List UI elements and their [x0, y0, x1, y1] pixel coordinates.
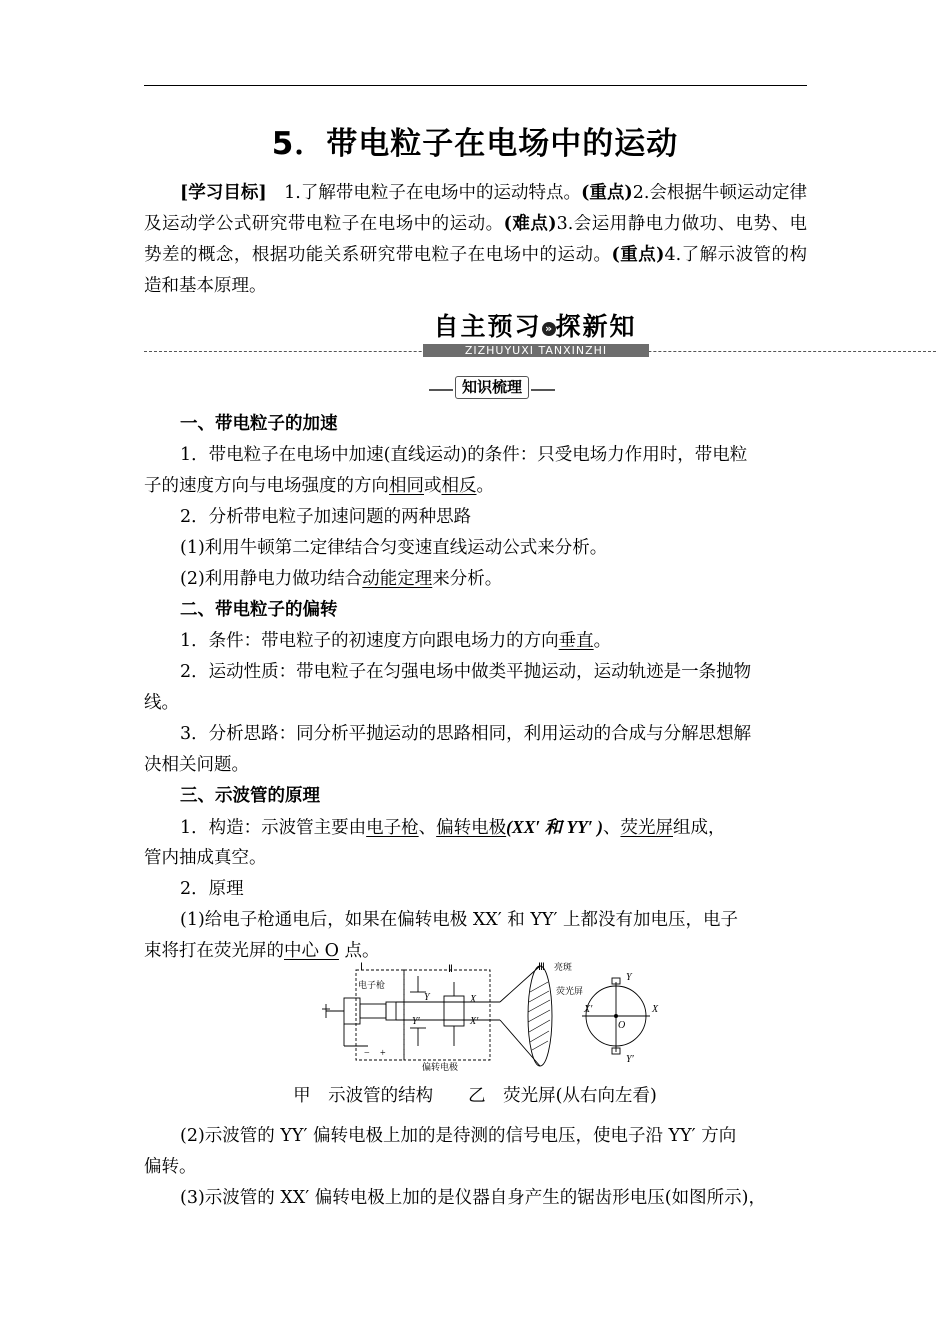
answer-opposite: 相反 — [441, 476, 477, 496]
learning-objectives — [144, 178, 807, 302]
fig-screen-X: X — [652, 1004, 659, 1015]
fig-screen-Xp: X′ — [584, 1004, 593, 1015]
fig-gun-label: 电子枪 — [358, 980, 386, 990]
section-3-heading: 三、示波管的原理 — [180, 786, 320, 806]
objective-4: 4.了解示波管的构造和基本原理。 — [144, 245, 808, 296]
subsection-tag-label: 知识梳理 — [455, 376, 529, 399]
cathode-block — [344, 998, 360, 1024]
s3-p3-line1: (1)给电子枪通电后，如果在偏转电极 XX′ 和 YY′ 上都没有加电压，电子 — [180, 910, 739, 930]
fig-spot-label: 亮斑 — [554, 962, 573, 972]
s2-p2-line1: 2．运动性质：带电粒子在匀强电场中做类平抛运动，运动轨迹是一条抛物 — [180, 662, 752, 682]
center-spot — [614, 1014, 618, 1018]
answer-same: 相同 — [389, 476, 424, 496]
section-1-heading: 一、带电粒子的加速 — [180, 414, 338, 434]
banner-title — [423, 312, 647, 342]
s2-p2-line2: 线。 — [144, 693, 179, 713]
s1-p2: 2．分析带电粒子加速问题的两种思路 — [180, 507, 472, 527]
subsection-tag — [429, 376, 555, 400]
answer-screen: 荧光屏 — [620, 818, 673, 838]
top-rule — [144, 85, 807, 86]
screen-hatch — [528, 982, 550, 1050]
objective-1: 1.了解带电粒子在电场中的运动特点。 — [284, 183, 582, 203]
banner-title-a: 自主预习 — [433, 312, 542, 341]
s3-p4-line1: (2)示波管的 YY′ 偏转电极上加的是待测的信号电压，使电子沿 YY′ 方向 — [180, 1126, 737, 1146]
oscilloscope-tube-figure — [320, 962, 660, 1074]
fig-X: X — [470, 994, 477, 1005]
objective-2: 2.会根据牛顿运动定律及运动学公式研究带电粒子在电场中的运动。 — [144, 183, 808, 234]
answer-deflection-electrodes: 偏转电极 — [436, 818, 507, 838]
answer-electron-gun: 电子枪 — [366, 818, 419, 838]
s2-p3-line2: 决相关问题。 — [144, 755, 249, 775]
objectives-label: [学习目标] — [180, 183, 267, 203]
s3-p3-line2: 束将打在荧光屏的中心 O 点。 — [144, 941, 380, 961]
s3-p1-line2: 管内抽成真空。 — [144, 848, 267, 868]
s3-p2: 2．原理 — [180, 879, 244, 899]
fig-Y: Y — [424, 992, 430, 1003]
banner-subtitle: ZIZHUYUXI TANXINZHI — [423, 344, 649, 357]
s3-p4-line2: 偏转。 — [144, 1157, 197, 1177]
s2-p3-line1: 3．分析思路：同分析平抛运动的思路相同，利用运动的合成与分解思想解 — [180, 724, 752, 744]
answer-center-o: 中心 O — [284, 941, 339, 961]
plates-region-box — [404, 970, 490, 1060]
s3-p5: (3)示波管的 XX′ 偏转电极上加的是仪器自身产生的锯齿形电压(如图所示)， — [180, 1188, 766, 1208]
objective-3: 3.会运用静电力做功、电势、电势差的概念，根据功能关系研究带电粒子在电场中的运动。 — [144, 214, 807, 265]
figure-caption: 甲 示波管的结构 乙 荧光屏(从右向左看) — [293, 1086, 657, 1106]
fig-plus: + — [380, 1048, 386, 1059]
s2-p1: 1．条件：带电粒子的初速度方向跟电场力的方向垂直。 — [180, 631, 612, 651]
fig-Yp: Y′ — [412, 1016, 420, 1027]
page-title: 5．带电粒子在电场中的运动 — [271, 126, 679, 162]
s1-p3: (1)利用牛顿第二定律结合匀变速直线运动公式来分析。 — [180, 538, 608, 558]
objective-1-tag: (重点) — [581, 183, 633, 203]
objective-3-tag: (重点) — [611, 245, 665, 265]
fig-deflect-label: 偏转电极 — [422, 1062, 459, 1072]
tag-right-bar — [531, 389, 555, 391]
objective-2-tag: (难点) — [503, 214, 557, 234]
section-banner — [423, 312, 647, 358]
s1-p1-line1: 1．带电粒子在电场中加速(直线运动)的条件：只受电场力作用时，带电粒 — [180, 445, 748, 465]
fig-plates-roman: Ⅱ — [448, 964, 453, 975]
fig-screen-label: 荧光屏 — [556, 986, 584, 996]
banner-arrow-icon: » — [542, 322, 556, 336]
s1-p1-line2: 子的速度方向与电场强度的方向相同或相反。 — [144, 476, 494, 496]
answer-kinetic-theorem: 动能定理 — [362, 569, 433, 589]
screen-ellipse — [528, 966, 552, 1066]
fig-screen-roman: Ⅲ — [538, 962, 545, 973]
s1-p4: (2)利用静电力做功结合动能定理来分析。 — [180, 569, 503, 589]
s3-p1-line1: 1．构造：示波管主要由电子枪、偏转电极(XX′ 和 YY′ )、荧光屏组成， — [180, 817, 726, 838]
banner-title-b: 探新知 — [555, 312, 637, 341]
fig-minus: − — [364, 1048, 370, 1059]
fig-screen-O: O — [618, 1020, 626, 1031]
fig-Xp: X′ — [470, 1016, 479, 1027]
answer-perpendicular: 垂直 — [558, 631, 594, 651]
section-2-heading: 二、带电粒子的偏转 — [180, 600, 338, 620]
tag-left-bar — [429, 389, 453, 391]
fig-screen-Y: Y — [626, 972, 632, 983]
fig-gun-roman: Ⅰ — [360, 962, 363, 973]
fig-screen-Yp: Y′ — [626, 1054, 634, 1065]
